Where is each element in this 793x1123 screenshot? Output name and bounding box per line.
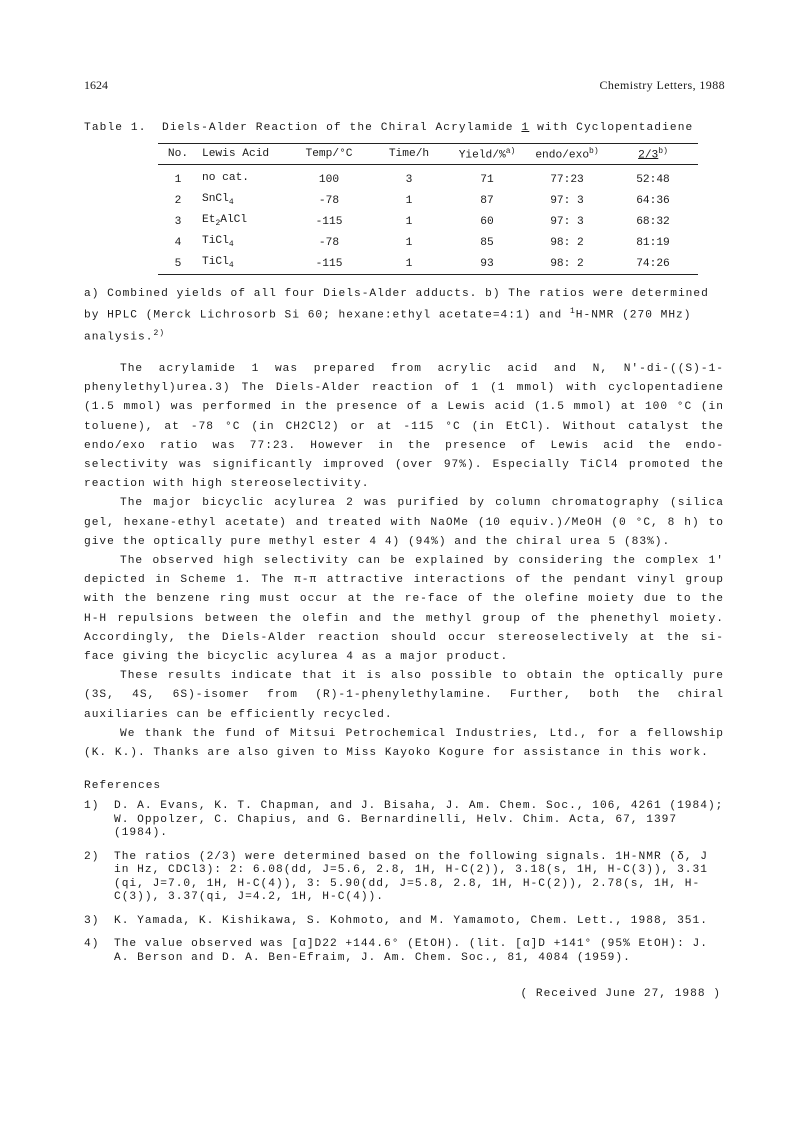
cell-ratio: 81:19 — [636, 236, 670, 249]
col-header-endo-exo: endo/exo$^{b)}$ — [535, 146, 599, 162]
page-number: 1624 — [84, 78, 108, 92]
journal-name: Chemistry Letters, 1988 — [599, 78, 725, 92]
cell-yield: 71 — [480, 173, 494, 186]
col-header-no: No. — [167, 148, 189, 160]
col-header-time: Time/h — [388, 148, 430, 160]
table-label: Table 1. — [84, 122, 147, 134]
col-header-yield: Yield/%$^{a)}$ — [458, 146, 516, 162]
paragraph-purification: The major bicyclic acylurea 2 was purified by column chromatography (silica gel, hexane-ethyl acetate) and treated with NaOMe (10 equiv.)/MeOH (0 °C, 8 h) to give the optically pure methyl ester 4 4) (94%) and the chiral urea 5 (83%). — [84, 497, 724, 548]
footnote-line-2: by HPLC (Merck Lichrosorb Si 60; hexane:ethyl acetate=4:1) and $^1$H-NMR (270 MHz) — [84, 307, 692, 322]
reference-item: 2) The ratios (2/3) were determined based on the following signals. 1H-NMR (δ, J in Hz, CDCl3): 2: 6.08(dd, J=5.6, 2.8, 1H, H-C(2)), 3.18(s, 1H, H-C(3)), 3.31 (qi, J=7.0, 1H, H-C(4)), 3: 5.90(dd, J=5.8, 2.8, 1H, H-C(2)), 2.78(s, 1H, H-C(3)), 3.37(qi, J=4.2, 1H, H-C(4)). — [84, 850, 708, 903]
cell-yield: 85 — [480, 236, 494, 249]
table-row — [158, 165, 698, 191]
received-date: ( Received June 27, 1988 ) — [520, 988, 721, 1000]
cell-time: 3 — [405, 173, 413, 186]
cell-time: 1 — [405, 257, 413, 270]
cell-lewis-acid: TiCl$_4$ — [202, 235, 234, 250]
cell-no: 2 — [174, 194, 182, 207]
table-row — [158, 253, 698, 275]
paragraph-acknowledgement: We thank the fund of Mitsui Petrochemical Industries, Ltd., for a fellowship (K. K.). Thanks are also given to Miss Kayoko Kogure for assistance in this work. — [84, 727, 724, 760]
cell-temp: -115 — [315, 215, 343, 228]
table-title-compound: 1 — [521, 122, 530, 134]
cell-time: 1 — [405, 236, 413, 249]
cell-yield: 87 — [480, 194, 494, 207]
cell-endo-exo: 97: 3 — [550, 194, 584, 207]
cell-ratio: 52:48 — [636, 173, 670, 186]
table-row — [158, 190, 698, 211]
col-header-lewis-acid: Lewis Acid — [202, 148, 270, 160]
cell-time: 1 — [405, 215, 413, 228]
paragraph-results: These results indicate that it is also possible to obtain the optically pure (3S, 4S, 6S)-isomer from (R)-1-phenylethylamine. Further, both the chiral auxiliaries can be efficiently recycled. — [84, 670, 724, 721]
cell-lewis-acid: no cat. — [202, 172, 249, 185]
cell-temp: 100 — [318, 173, 340, 186]
cell-temp: -78 — [318, 194, 340, 207]
table-caption — [84, 122, 693, 134]
table-row — [158, 211, 698, 232]
cell-endo-exo: 98: 2 — [550, 236, 584, 249]
reference-item: 4) The value observed was [α]D22 +144.6° (EtOH). (lit. [α]D +141° (95% EtOH): J. A. Berson and D. A. Ben-Efraim, J. Am. Chem. Soc., 81, 4084 (1959). — [84, 938, 708, 964]
table-row — [158, 232, 698, 253]
reference-item: 1) D. A. Evans, K. T. Chapman, and J. Bisaha, J. Am. Chem. Soc., 106, 4261 (1984); W. Oppolzer, C. Chapius, and G. Bernardinelli, Helv. Chim. Acta, 67, 1397 (1984). — [84, 800, 724, 839]
table-title-pre: Diels-Alder Reaction of the Chiral Acrylamide — [162, 122, 522, 134]
footnote-line-1: a) Combined yields of all four Diels-Alder adducts. b) The ratios were determined — [84, 288, 709, 300]
results-table — [158, 143, 698, 275]
references-list — [84, 800, 724, 975]
cell-yield: 93 — [480, 257, 494, 270]
cell-lewis-acid: SnCl$_4$ — [202, 193, 234, 208]
cell-endo-exo: 77:23 — [550, 173, 584, 186]
cell-ratio: 68:32 — [636, 215, 670, 228]
footnote-line-3: analysis.$^{2)}$ — [84, 328, 166, 344]
table-footnotes — [84, 285, 724, 346]
cell-no: 5 — [174, 257, 182, 270]
col-header-ratio: 2/3$^{b)}$ — [638, 146, 668, 162]
reference-item: 3) K. Yamada, K. Kishikawa, S. Kohmoto, and M. Yamamoto, Chem. Lett., 1988, 351. — [84, 914, 708, 927]
cell-ratio: 74:26 — [636, 257, 670, 270]
paragraph-selectivity: The observed high selectivity can be explained by considering the complex 1' depicted in Scheme 1. The π-π attractive interactions of the pendant vinyl group with the benzene ring must occur at the re-face of the olefine moiety due to the H-H repulsions between the olefin and the methyl group of the phenethyl moiety. Accordingly, the Diels-Alder reaction should occur stereoselectively at the si-face giving the bicyclic acylurea 4 as a major product. — [84, 555, 724, 664]
table-title-post: with Cyclopentadiene — [529, 122, 694, 134]
cell-ratio: 64:36 — [636, 194, 670, 207]
cell-lewis-acid: TiCl$_4$ — [202, 256, 234, 271]
cell-no: 1 — [174, 173, 182, 186]
cell-temp: -115 — [315, 257, 343, 270]
cell-yield: 60 — [480, 215, 494, 228]
cell-temp: -78 — [318, 236, 340, 249]
cell-no: 3 — [174, 215, 182, 228]
cell-endo-exo: 97: 3 — [550, 215, 584, 228]
paragraph-preparation: The acrylamide 1 was prepared from acrylic acid and N, N'-di-((S)-1-phenylethyl)urea.3) The Diels-Alder reaction of 1 (1 mmol) with cyclopentadiene (1.5 mmol) was performed in the presence of a Lewis acid (1.5 mmol) at 100 °C (in toluene), at -78 °C (in CH2Cl2) or at -115 °C (in EtCl). Without catalyst the endo/exo ratio was 77:23. However in the presence of Lewis acid the endo-selectivity was significantly improved (over 97%). Especially TiCl4 promoted the reaction with high stereoselectivity. — [84, 363, 724, 491]
col-header-temp: Temp/°C — [305, 148, 353, 160]
body-text — [84, 360, 724, 763]
cell-endo-exo: 98: 2 — [550, 257, 584, 270]
table-header-row — [158, 144, 698, 165]
cell-time: 1 — [405, 194, 413, 207]
cell-lewis-acid: $Et_2AlCl$ — [202, 214, 248, 229]
references-heading: References — [84, 780, 162, 792]
cell-no: 4 — [174, 236, 182, 249]
